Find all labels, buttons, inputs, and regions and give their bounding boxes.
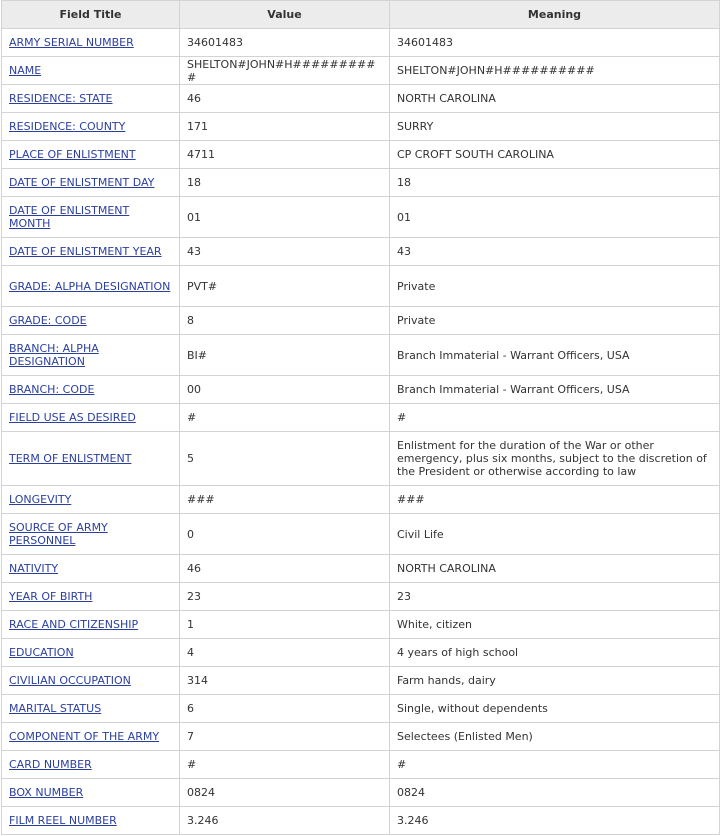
field-title-link[interactable]: CIVILIAN OCCUPATION xyxy=(9,674,131,687)
meaning-cell: 43 xyxy=(390,238,720,266)
meaning-cell: 18 xyxy=(390,169,720,197)
table-row xyxy=(2,29,720,57)
field-title-cell xyxy=(2,29,180,57)
meaning-cell: 3.246 xyxy=(390,807,720,835)
field-title-cell xyxy=(2,611,180,639)
meaning-cell: 01 xyxy=(390,197,720,238)
value-cell: # xyxy=(180,404,390,432)
field-title-cell xyxy=(2,432,180,486)
column-header-field-title: Field Title xyxy=(2,1,180,29)
field-title-link[interactable]: COMPONENT OF THE ARMY xyxy=(9,730,160,743)
table-row xyxy=(2,307,720,335)
field-title-cell xyxy=(2,404,180,432)
field-title-link[interactable]: DATE OF ENLISTMENT YEAR xyxy=(9,245,162,258)
value-cell: 0824 xyxy=(180,779,390,807)
table-row xyxy=(2,376,720,404)
field-title-cell xyxy=(2,57,180,85)
field-title-cell xyxy=(2,376,180,404)
field-title-cell xyxy=(2,514,180,555)
value-cell: 3.246 xyxy=(180,807,390,835)
value-cell: 171 xyxy=(180,113,390,141)
value-cell: 5 xyxy=(180,432,390,486)
field-title-link[interactable]: FILM REEL NUMBER xyxy=(9,814,117,827)
field-title-cell xyxy=(2,486,180,514)
value-cell: 01 xyxy=(180,197,390,238)
table-row xyxy=(2,779,720,807)
table-row xyxy=(2,583,720,611)
meaning-cell: Enlistment for the duration of the War or other emergency, plus six months, subject to the discretion of the President or otherwise according to law xyxy=(390,432,720,486)
field-title-cell xyxy=(2,113,180,141)
value-cell: 23 xyxy=(180,583,390,611)
field-title-link[interactable]: EDUCATION xyxy=(9,646,74,659)
field-title-cell xyxy=(2,667,180,695)
table-row xyxy=(2,695,720,723)
field-title-cell xyxy=(2,238,180,266)
field-title-link[interactable]: LONGEVITY xyxy=(9,493,72,506)
meaning-cell: 0824 xyxy=(390,779,720,807)
field-title-cell xyxy=(2,779,180,807)
field-title-cell xyxy=(2,639,180,667)
field-title-link[interactable]: SOURCE OF ARMY PERSONNEL xyxy=(9,521,108,547)
field-title-cell xyxy=(2,307,180,335)
table-row xyxy=(2,266,720,307)
meaning-cell: # xyxy=(390,751,720,779)
meaning-cell: SHELTON#JOHN#H########## xyxy=(390,57,720,85)
meaning-cell: NORTH CAROLINA xyxy=(390,85,720,113)
field-title-link[interactable]: TERM OF ENLISTMENT xyxy=(9,452,132,465)
table-row xyxy=(2,807,720,835)
field-title-link[interactable]: MARITAL STATUS xyxy=(9,702,102,715)
field-title-cell xyxy=(2,266,180,307)
value-cell: 7 xyxy=(180,723,390,751)
field-title-cell xyxy=(2,335,180,376)
table-row xyxy=(2,57,720,85)
table-row xyxy=(2,335,720,376)
table-row xyxy=(2,611,720,639)
table-row xyxy=(2,639,720,667)
meaning-cell: # xyxy=(390,404,720,432)
value-cell: PVT# xyxy=(180,266,390,307)
field-title-link[interactable]: BRANCH: ALPHA DESIGNATION xyxy=(9,342,99,368)
meaning-cell: 34601483 xyxy=(390,29,720,57)
field-title-cell xyxy=(2,723,180,751)
field-title-link[interactable]: GRADE: CODE xyxy=(9,314,87,327)
meaning-cell: Private xyxy=(390,307,720,335)
table-row xyxy=(2,197,720,238)
table-row xyxy=(2,432,720,486)
field-title-cell xyxy=(2,169,180,197)
meaning-cell: NORTH CAROLINA xyxy=(390,555,720,583)
meaning-cell: Private xyxy=(390,266,720,307)
table-row xyxy=(2,404,720,432)
value-cell: ### xyxy=(180,486,390,514)
field-title-link[interactable]: DATE OF ENLISTMENT MONTH xyxy=(9,204,130,230)
field-title-cell xyxy=(2,751,180,779)
field-title-link[interactable]: FIELD USE AS DESIRED xyxy=(9,411,136,424)
header-row xyxy=(2,1,720,29)
meaning-cell: 23 xyxy=(390,583,720,611)
meaning-cell: Branch Immaterial - Warrant Officers, USA xyxy=(390,376,720,404)
meaning-cell: White, citizen xyxy=(390,611,720,639)
field-title-cell xyxy=(2,583,180,611)
column-header-value: Value xyxy=(180,1,390,29)
field-title-link[interactable]: NAME xyxy=(9,64,42,77)
value-cell: 18 xyxy=(180,169,390,197)
field-title-cell xyxy=(2,197,180,238)
field-title-link[interactable]: BOX NUMBER xyxy=(9,786,84,799)
table-row xyxy=(2,238,720,266)
field-title-link[interactable]: RESIDENCE: COUNTY xyxy=(9,120,126,133)
field-title-link[interactable]: BRANCH: CODE xyxy=(9,383,95,396)
field-title-link[interactable]: YEAR OF BIRTH xyxy=(9,590,93,603)
value-cell: BI# xyxy=(180,335,390,376)
table-row xyxy=(2,141,720,169)
value-cell: 8 xyxy=(180,307,390,335)
field-title-cell xyxy=(2,555,180,583)
table-row xyxy=(2,113,720,141)
table-row xyxy=(2,85,720,113)
meaning-cell: CP CROFT SOUTH CAROLINA xyxy=(390,141,720,169)
meaning-cell: Selectees (Enlisted Men) xyxy=(390,723,720,751)
field-title-link[interactable]: CARD NUMBER xyxy=(9,758,92,771)
table-row xyxy=(2,723,720,751)
table-row xyxy=(2,555,720,583)
field-title-link[interactable]: RESIDENCE: STATE xyxy=(9,92,113,105)
field-title-link[interactable]: ARMY SERIAL NUMBER xyxy=(9,36,134,49)
meaning-cell: Civil Life xyxy=(390,514,720,555)
table-row xyxy=(2,751,720,779)
value-cell: 00 xyxy=(180,376,390,404)
enlistment-record-table xyxy=(1,0,720,835)
field-title-cell xyxy=(2,807,180,835)
value-cell: 4 xyxy=(180,639,390,667)
value-cell: 0 xyxy=(180,514,390,555)
field-title-link[interactable]: GRADE: ALPHA DESIGNATION xyxy=(9,279,171,293)
field-title-link[interactable]: NATIVITY xyxy=(9,562,59,575)
field-title-cell xyxy=(2,141,180,169)
value-cell: 46 xyxy=(180,555,390,583)
table-row xyxy=(2,667,720,695)
field-title-cell xyxy=(2,695,180,723)
meaning-cell: Branch Immaterial - Warrant Officers, USA xyxy=(390,335,720,376)
meaning-cell: SURRY xyxy=(390,113,720,141)
field-title-link[interactable]: PLACE OF ENLISTMENT xyxy=(9,148,136,161)
value-cell: SHELTON#JOHN#H########## xyxy=(180,57,390,85)
column-header-meaning: Meaning xyxy=(390,1,720,29)
meaning-cell: Single, without dependents xyxy=(390,695,720,723)
field-title-link[interactable]: DATE OF ENLISTMENT DAY xyxy=(9,176,155,189)
meaning-cell: Farm hands, dairy xyxy=(390,667,720,695)
value-cell: 34601483 xyxy=(180,29,390,57)
value-cell: 314 xyxy=(180,667,390,695)
table-row xyxy=(2,514,720,555)
value-cell: # xyxy=(180,751,390,779)
meaning-cell: 4 years of high school xyxy=(390,639,720,667)
value-cell: 6 xyxy=(180,695,390,723)
meaning-cell: ### xyxy=(390,486,720,514)
table-row xyxy=(2,486,720,514)
field-title-link[interactable]: RACE AND CITIZENSHIP xyxy=(9,618,139,631)
table-row xyxy=(2,169,720,197)
value-cell: 43 xyxy=(180,238,390,266)
field-title-cell xyxy=(2,85,180,113)
value-cell: 4711 xyxy=(180,141,390,169)
value-cell: 1 xyxy=(180,611,390,639)
value-cell: 46 xyxy=(180,85,390,113)
